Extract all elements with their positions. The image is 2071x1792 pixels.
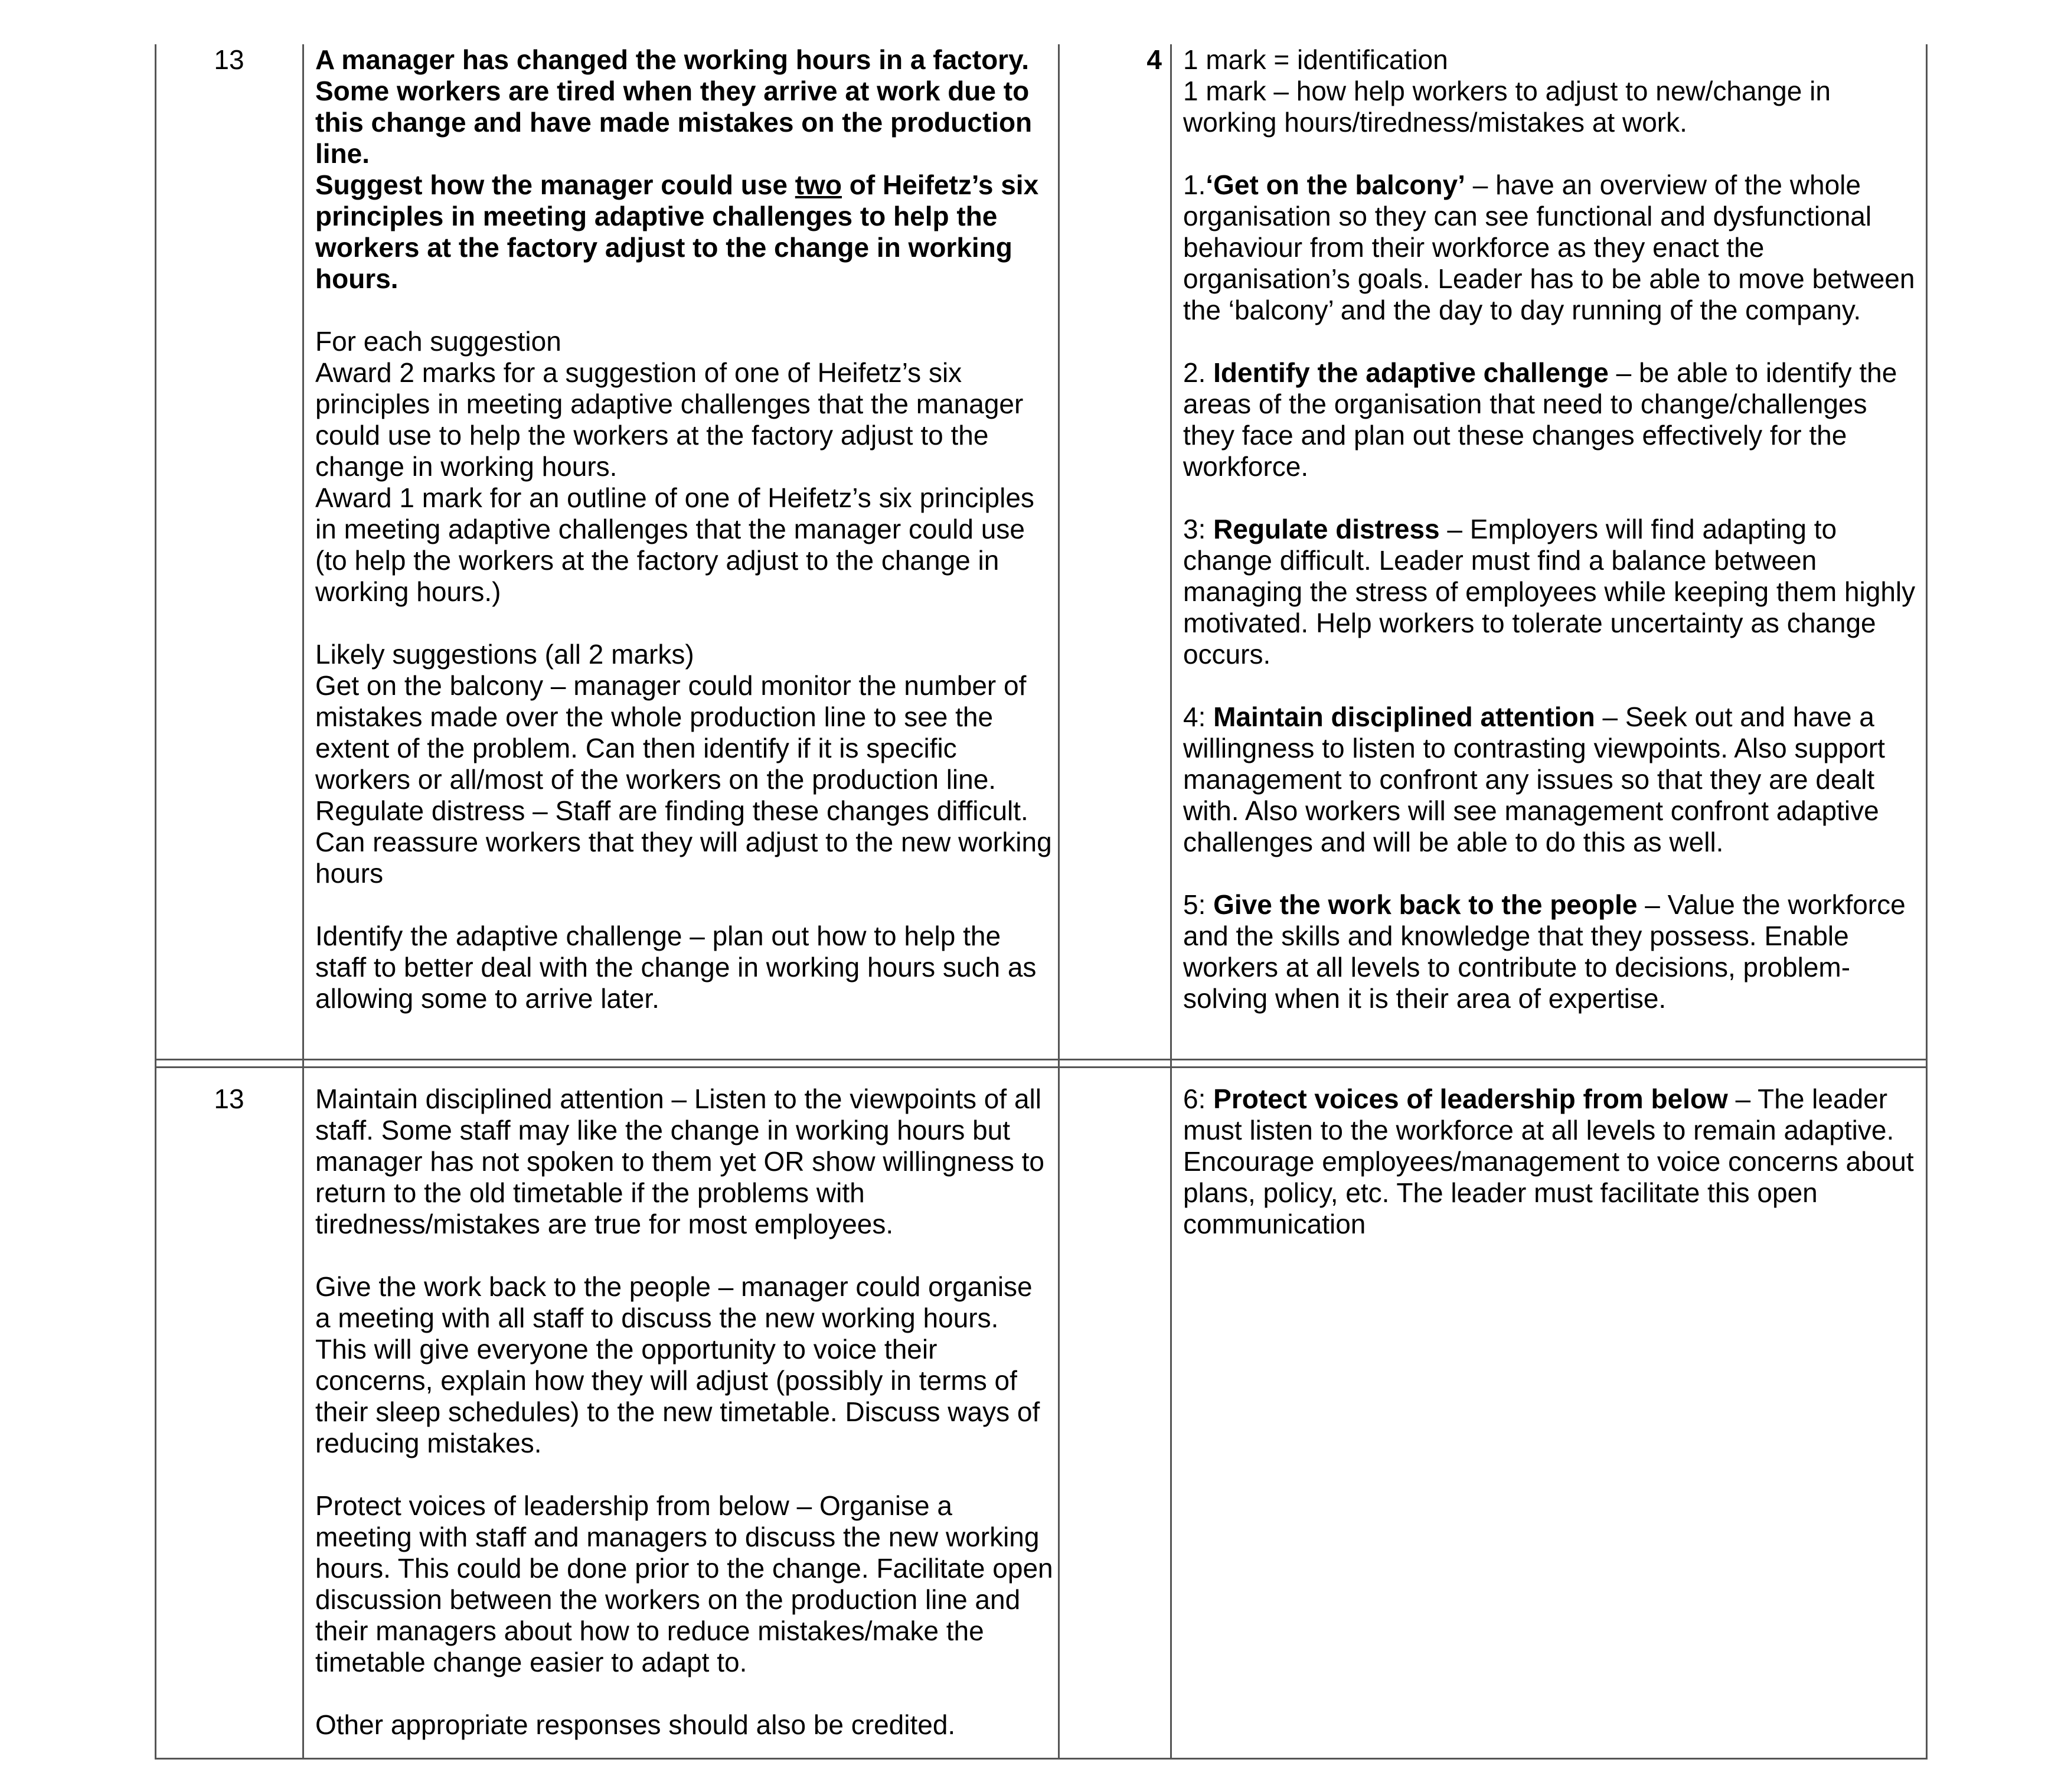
question-task-prefix: Suggest how the manager could use xyxy=(315,169,795,200)
row-divider-top xyxy=(155,1059,1928,1060)
principle-name: Regulate distress xyxy=(1213,514,1440,544)
question-number-text: 13 xyxy=(214,44,244,75)
answer-other-responses: Other appropriate responses should also be credited. xyxy=(315,1709,956,1740)
principle-description: – The leader must listen to the workforce at all levels to remain adaptive. Encourage employees/management to voice concerns about plans, policy, etc. The leader must facilitate this open communication xyxy=(1183,1083,1914,1239)
guidance-award-2: Award 2 marks for a suggestion of one of Heifetz’s six principles in meeting adaptive challenges that the manager could use to help the workers at the factory adjust to the change in working hours. xyxy=(315,357,1024,482)
principle-name: Protect voices of leadership from below xyxy=(1213,1083,1728,1114)
principle-name: ‘Get on the balcony’ xyxy=(1206,169,1465,200)
principle-number: 2. xyxy=(1183,357,1214,388)
scheme-line-help: 1 mark – how help workers to adjust to new/change in working hours/tiredness/mistakes at work. xyxy=(1183,76,1831,138)
principle-description: – Employers will find adapting to change difficult. Leader must find a balance between managing the stress of employees while keeping them highly motivated. Help workers to tolerate uncertainty as change occurs. xyxy=(1183,514,1916,670)
column-divider-marks xyxy=(1058,44,1060,1760)
principle-description: – Seek out and have a willingness to listen to contrasting viewpoints. Also support management to confront any issues so that they are dealt with. Also workers will see management confront adaptive challenges and will be able to do this as well. xyxy=(1183,701,1885,857)
answer-disciplined-attention: Maintain disciplined attention – Listen to the viewpoints of all staff. Some staff may like the change in working hours but manager has not spoken to them yet OR show willingness to return to the old timetable if the problems with tiredness/mistakes are true for most employees. xyxy=(315,1083,1044,1239)
principle-number: 4: xyxy=(1183,701,1214,732)
scheme-cell xyxy=(1183,44,1921,1014)
table-border-bottom xyxy=(155,1758,1928,1760)
marks-cell xyxy=(1063,44,1162,76)
question-number-text: 13 xyxy=(214,1083,244,1114)
scheme-continued-cell xyxy=(1183,1083,1921,1240)
marks-value: 4 xyxy=(1146,44,1162,75)
principle-description: – Value the workforce and the skills and knowledge that they possess. Enable workers at all levels to contribute to decisions, problem-solving when it is their area of expertise. xyxy=(1183,889,1906,1014)
likely-suggestion-distress: Regulate distress – Staff are finding these changes difficult. Can reassure workers that they will adjust to the new working hours xyxy=(315,795,1052,889)
answer-give-work-back: Give the work back to the people – manager could organise a meeting with all staff to discuss the new working hours. This will give everyone the opportunity to voice their concerns, explain how they will adjust (possibly in terms of their sleep schedules) to the new timetable. Discuss ways of reducing mistakes. xyxy=(315,1271,1040,1458)
principle-description: – be able to identify the areas of the organisation that need to change/challenges they face and plan out these changes effectively for the workforce. xyxy=(1183,357,1897,482)
scheme-line-identification: 1 mark = identification xyxy=(1183,44,1448,75)
question-task-underlined: two xyxy=(795,169,842,200)
principle-number: 1. xyxy=(1183,169,1206,200)
principle-6 xyxy=(1183,1083,1921,1240)
principle-4 xyxy=(1183,701,1921,858)
table-border-right xyxy=(1926,44,1928,1760)
principle-name: Maintain disciplined attention xyxy=(1213,701,1595,732)
row-divider-bottom xyxy=(155,1066,1928,1068)
principle-number: 5: xyxy=(1183,889,1214,920)
question-stem xyxy=(315,44,1053,169)
question-task xyxy=(315,169,1053,295)
likely-suggestion-balcony: Get on the balcony – manager could monitor the number of mistakes made over the whole production line to see the extent of the problem. Can then identify if it is specific workers or all/most of the workers on the production line. xyxy=(315,670,1027,795)
principle-number: 6: xyxy=(1183,1083,1214,1114)
principle-1 xyxy=(1183,169,1921,326)
guidance-heading: For each suggestion xyxy=(315,326,561,357)
principle-name: Identify the adaptive challenge xyxy=(1213,357,1609,388)
question-cell xyxy=(315,44,1053,1014)
question-number-continued xyxy=(157,1083,301,1115)
question-number xyxy=(157,44,301,76)
question-stem-text: A manager has changed the working hours in a factory. Some workers are tired when they arrive at work due to this change and have made mistakes on the production line. xyxy=(315,44,1033,169)
column-divider-question xyxy=(302,44,304,1760)
answers-continued-cell xyxy=(315,1083,1053,1741)
principle-3 xyxy=(1183,514,1921,670)
answer-protect-voices: Protect voices of leadership from below – Organise a meeting with staff and managers to discuss the new working hours. This could be done prior to the change. Facilitate open discussion between the workers on the production line and their managers about how to reduce mistakes/make the timetable change easier to adapt to. xyxy=(315,1490,1053,1677)
column-divider-guidance xyxy=(1170,44,1172,1760)
guidance-award-1: Award 1 mark for an outline of one of Heifetz’s six principles in meeting adaptive challenges that the manager could use (to help the workers at the factory adjust to the change in working hours.) xyxy=(315,482,1034,607)
principle-name: Give the work back to the people xyxy=(1213,889,1638,920)
question-task-suffix: of Heifetz’s six principles in meeting adaptive challenges to help the workers at the factory adjust to the change in working hours. xyxy=(315,169,1039,294)
principle-2 xyxy=(1183,357,1921,482)
likely-suggestion-adaptive: Identify the adaptive challenge – plan out how to help the staff to better deal with the change in working hours such as allowing some to arrive later. xyxy=(315,921,1037,1014)
principle-number: 3: xyxy=(1183,514,1214,544)
table-border-left xyxy=(155,44,156,1760)
principle-5 xyxy=(1183,889,1921,1014)
principle-description: – have an overview of the whole organisation so they can see functional and dysfunctional behaviour from their workforce as they enact the organisation’s goals. Leader has to be able to move between the ‘balcony’ and the day to day running of the company. xyxy=(1183,169,1915,325)
likely-suggestions-heading: Likely suggestions (all 2 marks) xyxy=(315,639,694,670)
